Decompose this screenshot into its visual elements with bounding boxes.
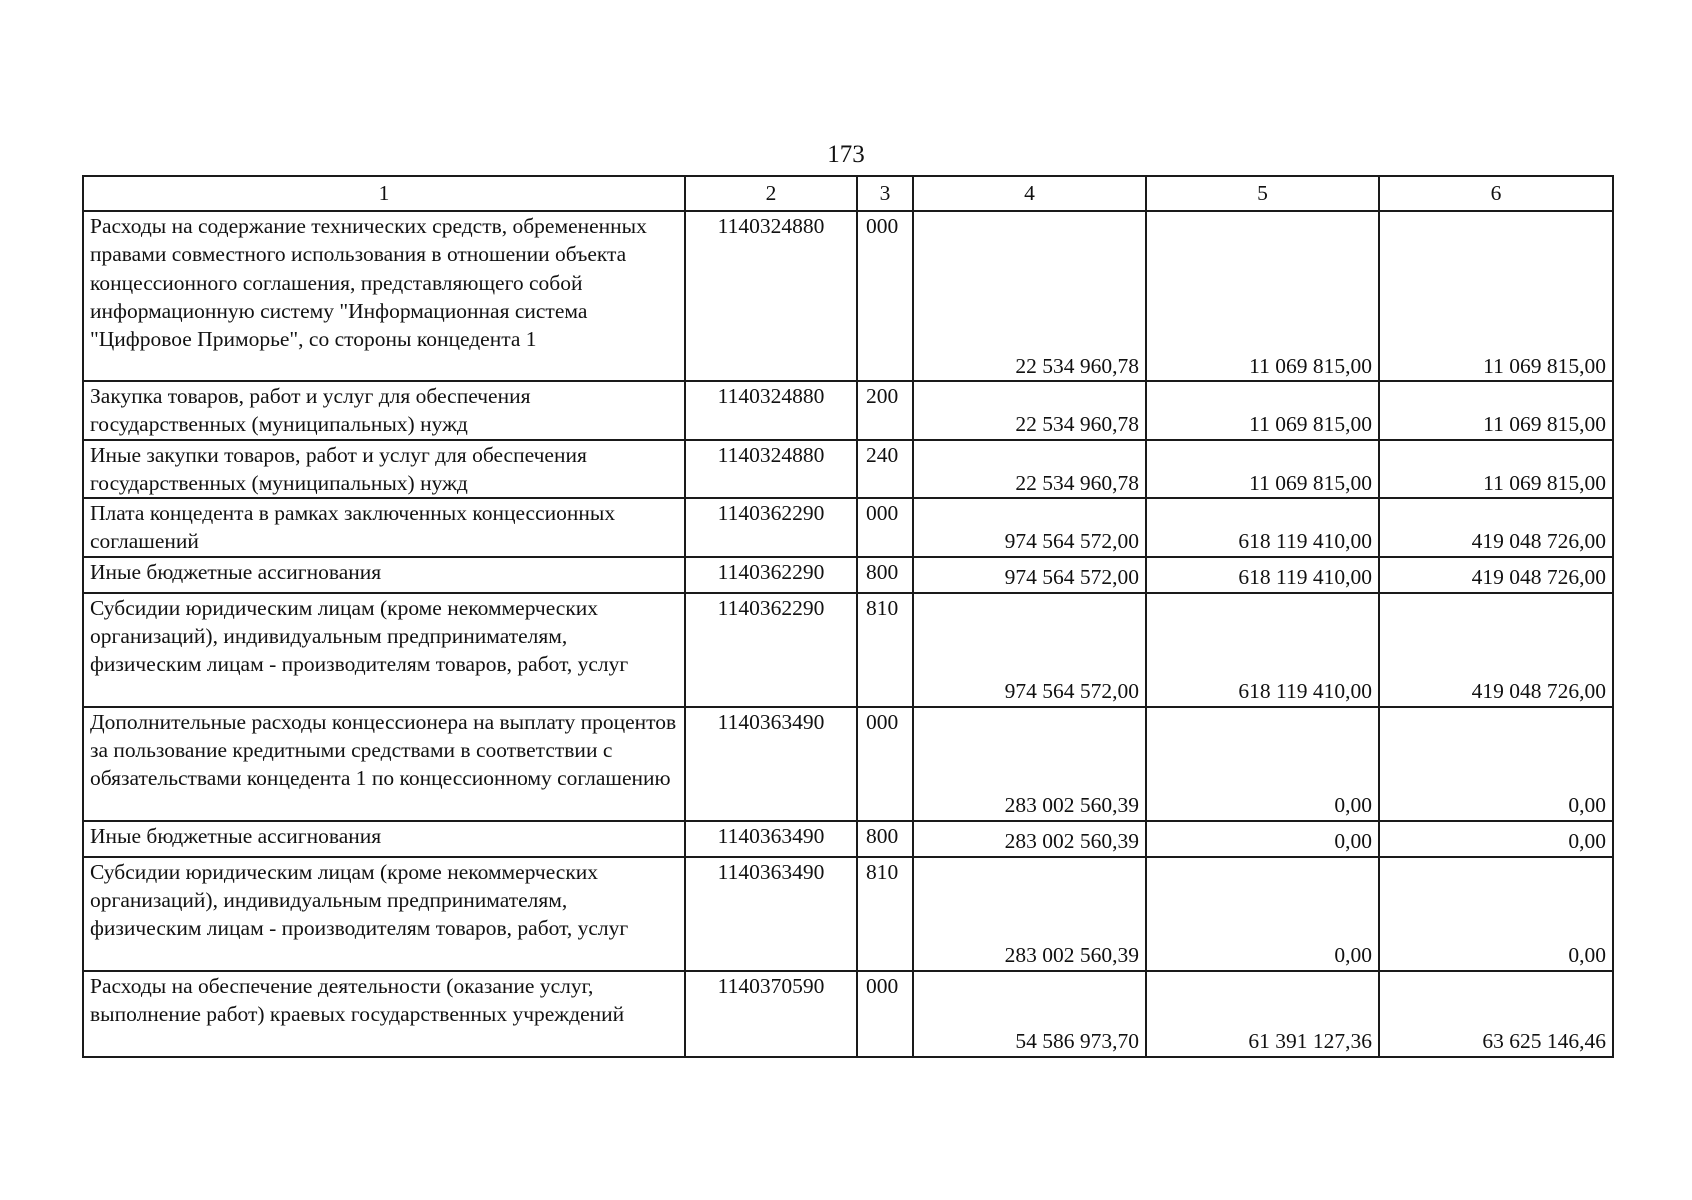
table-row [83,440,1613,499]
expense-type-code: 000 [857,498,913,557]
expense-name: Дополнительные расходы концессионера на выплату процентов за пользование кредитными средствами в соответствии с обязательствами концедента 1 по концессионному соглашению [83,707,685,821]
amount-col6: 419 048 726,00 [1379,498,1613,557]
target-code: 1140362290 [685,557,857,593]
expense-name: Иные закупки товаров, работ и услуг для обеспечения государственных (муниципальных) нужд [83,440,685,499]
amount-col5: 0,00 [1146,857,1379,971]
expense-type-code: 000 [857,211,913,381]
table-row [83,211,1613,381]
amount-col6: 0,00 [1379,707,1613,821]
expense-type-code: 000 [857,971,913,1057]
amount-col6: 419 048 726,00 [1379,593,1613,707]
amount-col5: 0,00 [1146,707,1379,821]
expense-type-code: 800 [857,821,913,857]
amount-col4: 54 586 973,70 [913,971,1146,1057]
column-header: 3 [857,176,913,211]
expense-name: Расходы на обеспечение деятельности (оказание услуг, выполнение работ) краевых государственных учреждений [83,971,685,1057]
amount-col4: 22 534 960,78 [913,381,1146,440]
expense-type-code: 240 [857,440,913,499]
amount-col4: 974 564 572,00 [913,593,1146,707]
column-header: 5 [1146,176,1379,211]
table-row [83,857,1613,971]
amount-col6: 11 069 815,00 [1379,440,1613,499]
table-row [83,971,1613,1057]
table-row [83,593,1613,707]
expense-type-code: 810 [857,593,913,707]
amount-col4: 22 534 960,78 [913,440,1146,499]
expense-name: Субсидии юридическим лицам (кроме некоммерческих организаций), индивидуальным предпринимателям, физическим лицам - производителям товаров, работ, услуг [83,857,685,971]
amount-col5: 11 069 815,00 [1146,440,1379,499]
expense-name: Расходы на содержание технических средств, обремененных правами совместного использования в отношении объекта концессионного соглашения, представляющего собой информационную систему "Информационная система "Цифровое Приморье", со стороны концедента 1 [83,211,685,381]
expense-type-code: 200 [857,381,913,440]
target-code: 1140324880 [685,381,857,440]
amount-col6: 63 625 146,46 [1379,971,1613,1057]
amount-col4: 22 534 960,78 [913,211,1146,381]
column-header: 1 [83,176,685,211]
table-row [83,498,1613,557]
target-code: 1140363490 [685,821,857,857]
amount-col5: 11 069 815,00 [1146,211,1379,381]
expense-name: Иные бюджетные ассигнования [83,557,685,593]
expense-name: Субсидии юридическим лицам (кроме некоммерческих организаций), индивидуальным предпринимателям, физическим лицам - производителям товаров, работ, услуг [83,593,685,707]
amount-col5: 11 069 815,00 [1146,381,1379,440]
amount-col6: 0,00 [1379,857,1613,971]
amount-col6: 11 069 815,00 [1379,381,1613,440]
amount-col6: 11 069 815,00 [1379,211,1613,381]
budget-table [82,175,1614,1058]
table-row [83,557,1613,593]
target-code: 1140362290 [685,593,857,707]
amount-col4: 974 564 572,00 [913,498,1146,557]
amount-col4: 283 002 560,39 [913,857,1146,971]
column-header: 4 [913,176,1146,211]
page-number: 173 [827,141,865,168]
amount-col4: 283 002 560,39 [913,821,1146,857]
expense-name: Иные бюджетные ассигнования [83,821,685,857]
expense-name: Закупка товаров, работ и услуг для обеспечения государственных (муниципальных) нужд [83,381,685,440]
column-header: 6 [1379,176,1613,211]
expense-type-code: 810 [857,857,913,971]
table-row [83,821,1613,857]
target-code: 1140363490 [685,707,857,821]
amount-col5: 61 391 127,36 [1146,971,1379,1057]
amount-col6: 0,00 [1379,821,1613,857]
table-row [83,381,1613,440]
target-code: 1140324880 [685,211,857,381]
target-code: 1140362290 [685,498,857,557]
amount-col4: 974 564 572,00 [913,557,1146,593]
table-row [83,707,1613,821]
amount-col5: 618 119 410,00 [1146,593,1379,707]
column-header: 2 [685,176,857,211]
amount-col6: 419 048 726,00 [1379,557,1613,593]
expense-type-code: 000 [857,707,913,821]
amount-col5: 618 119 410,00 [1146,557,1379,593]
expense-type-code: 800 [857,557,913,593]
expense-name: Плата концедента в рамках заключенных концессионных соглашений [83,498,685,557]
table-header-row [83,176,1613,211]
amount-col5: 618 119 410,00 [1146,498,1379,557]
amount-col4: 283 002 560,39 [913,707,1146,821]
target-code: 1140370590 [685,971,857,1057]
amount-col5: 0,00 [1146,821,1379,857]
target-code: 1140324880 [685,440,857,499]
target-code: 1140363490 [685,857,857,971]
